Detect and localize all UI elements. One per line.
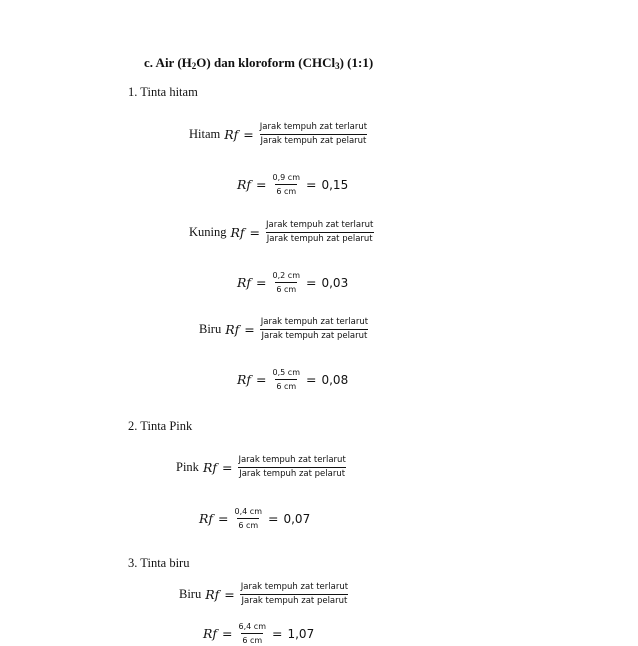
formula-label: Pink (176, 460, 199, 474)
formula-variable: Rf (225, 322, 240, 337)
fraction (260, 317, 369, 342)
rf-result: 0,07 (283, 511, 311, 526)
formula-variable: Rf (205, 587, 220, 602)
fraction-denominator: Jarak tempuh zat pelarut (261, 331, 368, 341)
calc-hitam (237, 172, 348, 197)
heading-subscript-h2: 2 (191, 61, 197, 71)
equals-sign: = (221, 460, 233, 475)
fraction-denominator: 6 cm (237, 518, 259, 531)
equals-sign: = (222, 626, 233, 641)
rf-result: 1,07 (287, 626, 315, 641)
formula-label: Kuning (189, 225, 227, 239)
formula-biru-tinta (179, 582, 349, 607)
equals-sign: = (256, 177, 267, 192)
section-title-tinta-biru: 3. Tinta biru (128, 556, 190, 570)
formula-biru (199, 317, 369, 342)
fraction (237, 455, 346, 480)
equals-sign: = (306, 275, 317, 290)
formula-label: Hitam (189, 127, 221, 141)
fraction-denominator: Jarak tempuh zat pelarut (241, 596, 348, 606)
section-heading (144, 55, 373, 71)
fraction (272, 270, 301, 295)
fraction-denominator: Jarak tempuh zat pelarut (239, 469, 346, 479)
equals-sign: = (249, 225, 261, 240)
heading-subscript-cl3: 3 (335, 61, 340, 71)
formula-variable: Rf (203, 626, 218, 641)
fraction-numerator: Jarak tempuh zat terlarut (259, 122, 368, 132)
equals-sign: = (224, 587, 235, 602)
fraction-denominator: 6 cm (275, 379, 297, 392)
fraction-denominator: 6 cm (275, 184, 297, 197)
equals-sign: = (256, 275, 267, 290)
fraction-denominator: Jarak tempuh zat pelarut (260, 136, 367, 146)
formula-hitam (189, 122, 368, 147)
formula-variable: Rf (237, 372, 252, 387)
equals-sign: = (256, 372, 267, 387)
fraction (259, 122, 368, 147)
formula-label: Biru (199, 322, 222, 336)
formula-variable: Rf (224, 127, 239, 142)
fraction (272, 172, 301, 197)
equals-sign: = (272, 626, 283, 641)
fraction-numerator: 0,2 cm (272, 271, 300, 280)
formula-variable: Rf (230, 225, 245, 240)
fraction-numerator: Jarak tempuh zat terlarut (238, 455, 346, 465)
equals-sign: = (218, 511, 229, 526)
fraction-numerator: 0,4 cm (234, 507, 262, 516)
formula-kuning (189, 220, 374, 245)
heading-text-suffix: ) (1:1) (339, 55, 374, 70)
fraction-numerator: Jarak tempuh zat terlarut (260, 317, 369, 327)
equals-sign: = (306, 177, 317, 192)
calc-pink (199, 506, 310, 531)
formula-variable: Rf (202, 460, 217, 475)
heading-text-mid: O) dan kloroform (CHCl (196, 55, 336, 70)
section-title-tinta-hitam: 1. Tinta hitam (128, 85, 198, 99)
fraction-denominator: Jarak tempuh zat pelarut (266, 234, 373, 244)
rf-result: 0,08 (321, 372, 349, 387)
fraction (240, 582, 349, 607)
calc-biru (237, 367, 348, 392)
equals-sign: = (268, 511, 279, 526)
fraction-numerator: Jarak tempuh zat terlarut (266, 220, 374, 230)
calc-biru-tinta (203, 621, 314, 646)
equals-sign: = (244, 322, 255, 337)
rf-result: 0,03 (321, 275, 349, 290)
calc-kuning (237, 270, 348, 295)
fraction-denominator: 6 cm (275, 282, 297, 295)
equals-sign: = (243, 127, 254, 142)
fraction (234, 506, 263, 531)
fraction (238, 621, 267, 646)
heading-text-prefix: c. Air (H (144, 55, 192, 70)
formula-label: Biru (179, 587, 202, 601)
fraction-denominator: 6 cm (241, 633, 263, 646)
fraction (272, 367, 301, 392)
formula-variable: Rf (237, 275, 252, 290)
equals-sign: = (306, 372, 317, 387)
rf-result: 0,15 (321, 177, 349, 192)
formula-pink (176, 455, 347, 480)
section-title-tinta-pink: 2. Tinta Pink (128, 419, 193, 433)
fraction-numerator: Jarak tempuh zat terlarut (240, 582, 349, 592)
formula-variable: Rf (237, 177, 252, 192)
fraction (265, 220, 374, 245)
formula-variable: Rf (199, 511, 214, 526)
fraction-numerator: 0,5 cm (272, 368, 300, 377)
fraction-numerator: 0,9 cm (272, 173, 300, 182)
fraction-numerator: 6,4 cm (238, 622, 266, 631)
